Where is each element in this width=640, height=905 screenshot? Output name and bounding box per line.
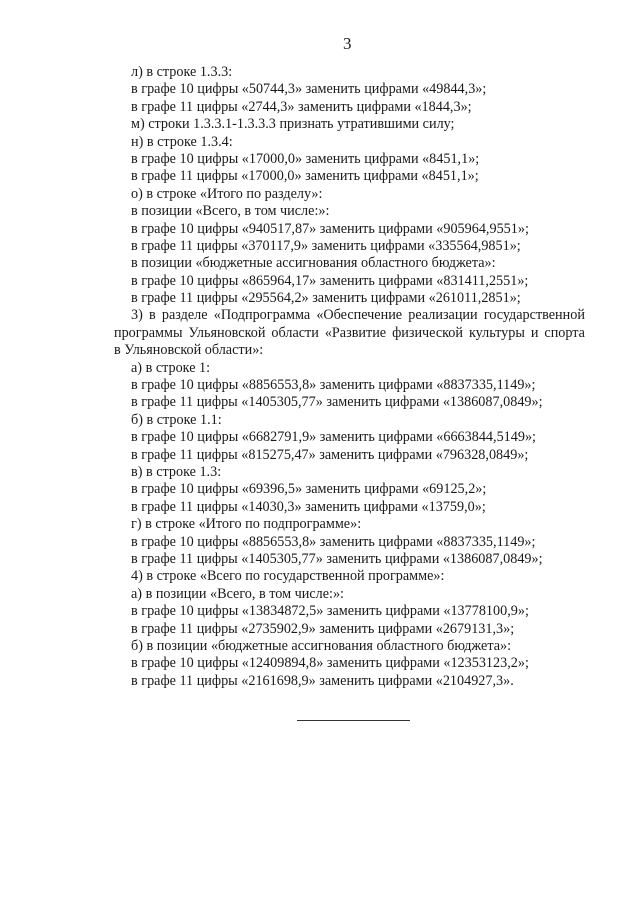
text-line: н) в строке 1.3.4: — [131, 133, 233, 150]
text-line: в графе 10 цифры «50744,3» заменить цифрами «49844,3»; — [131, 81, 487, 98]
text-line: в графе 11 цифры «14030,3» заменить цифрами «13759,0»; — [131, 498, 486, 515]
text-line: в графе 10 цифры «13834872,5» заменить цифрами «13778100,9»; — [131, 603, 529, 620]
page-number: 3 — [343, 34, 352, 53]
word: реализации — [408, 307, 478, 324]
text-line: в графе 10 цифры «17000,0» заменить цифрами «8451,1»; — [131, 150, 480, 167]
text-line: в позиции «Всего, в том числе:»: — [131, 203, 330, 220]
text-line: 4) в строке «Всего по государственной программе»: — [131, 568, 445, 585]
text-line: в) в строке 1.3: — [131, 463, 222, 480]
text-line: в графе 11 цифры «17000,0» заменить цифрами «8451,1»; — [131, 168, 479, 185]
text-line: в графе 11 цифры «2735902,9» заменить цифрами «2679131,3»; — [131, 620, 515, 637]
text-line: а) в строке 1: — [131, 359, 211, 376]
text-line: в графе 10 цифры «6682791,9» заменить цифрами «6663844,5149»; — [131, 429, 536, 446]
word: 3) — [131, 307, 143, 324]
text-line: в графе 10 цифры «940517,87» заменить цифрами «905964,9551»; — [131, 220, 529, 237]
word: программы — [114, 324, 183, 341]
word: в — [149, 307, 156, 324]
text-line: а) в позиции «Всего, в том числе:»: — [131, 585, 344, 602]
text-line: г) в строке «Итого по подпрограмме»: — [131, 516, 362, 533]
word: и — [530, 324, 539, 341]
word: культуры — [468, 324, 525, 341]
text-line: в графе 10 цифры «8856553,8» заменить цифрами «8837335,1149»; — [131, 377, 536, 394]
document-body — [0, 64, 640, 690]
text-line: в графе 11 цифры «2744,3» заменить цифрами «1844,3»; — [131, 98, 472, 115]
text-line: в графе 11 цифры «370117,9» заменить цифрами «335564,9851»; — [131, 237, 521, 254]
text-line: о) в строке «Итого по разделу»: — [131, 185, 323, 202]
text-line: в графе 11 цифры «1405305,77» заменить цифрами «1386087,0849»; — [131, 550, 543, 567]
word: «Развитие — [324, 324, 387, 341]
text-line: л) в строке 1.3.3: — [131, 64, 233, 80]
word: спорта — [544, 324, 585, 341]
paragraph-3-line-2 — [114, 325, 585, 342]
text-line: в графе 11 цифры «295564,2» заменить цифрами «261011,2851»; — [131, 290, 521, 307]
text-line: в графе 11 цифры «1405305,77» заменить цифрами «1386087,0849»; — [131, 394, 543, 411]
text-line: б) в позиции «бюджетные ассигнования областного бюджета»: — [131, 637, 512, 654]
text-line: в графе 10 цифры «69396,5» заменить цифрами «69125,2»; — [131, 481, 487, 498]
word: разделе — [161, 307, 208, 324]
text-line: в графе 11 цифры «2161698,9» заменить цифрами «2104927,3». — [131, 672, 514, 689]
text-line: б) в строке 1.1: — [131, 411, 222, 428]
word: области — [271, 324, 319, 341]
text-line: в позиции «бюджетные ассигнования областного бюджета»: — [131, 255, 496, 272]
word: государственной — [483, 307, 585, 324]
word: Ульяновской — [188, 324, 266, 341]
word: «Обеспечение — [316, 307, 403, 324]
text-line: в графе 10 цифры «8856553,8» заменить цифрами «8837335,1149»; — [131, 533, 536, 550]
text-line: в графе 11 цифры «815275,47» заменить цифрами «796328,0849»; — [131, 446, 529, 463]
word: физической — [392, 324, 463, 341]
paragraph-3-line-3: в Ульяновской области»: — [114, 342, 264, 359]
text-line: в графе 10 цифры «12409894,8» заменить цифрами «12353123,2»; — [131, 655, 529, 672]
text-line: в графе 10 цифры «865964,17» заменить цифрами «831411,2551»; — [131, 272, 529, 289]
paragraph-3-line-1 — [131, 307, 585, 324]
text-line: м) строки 1.3.3.1-1.3.3.3 признать утратившими силу; — [131, 116, 455, 133]
footer-divider — [297, 720, 410, 721]
word: «Подпрограмма — [213, 307, 311, 324]
